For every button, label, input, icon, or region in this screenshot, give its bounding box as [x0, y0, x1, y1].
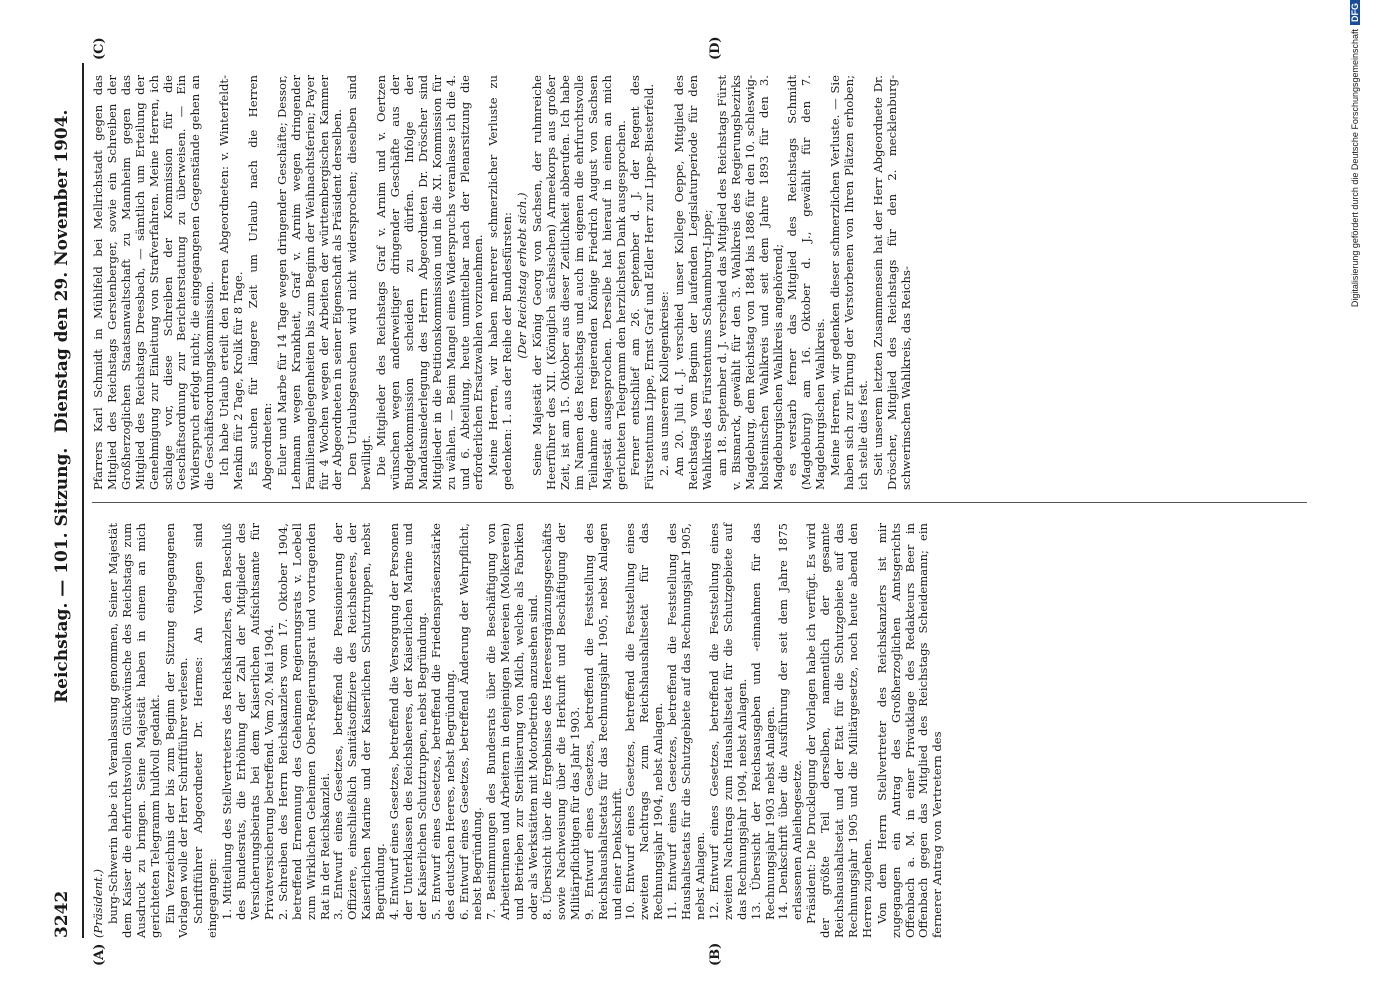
header-rule	[82, 63, 84, 938]
list-item: 9. Entwurf eines Gesetzes, betreffend die Feststellung des Reichshaushaltsetats für das Rechnungsjahr 1905, nebst Anlagen und einer Denkschrift.	[581, 523, 624, 920]
page-number: 3242	[52, 890, 72, 938]
paragraph: Am 20. Juli d. J. verschied unser Kollege Oeppe, Mitglied des Reichstags vom Beginn der laufenden Legislaturperiode für den Wahlkreis des Fürstentums Schaumburg-Lippe;	[672, 75, 714, 490]
list-item: 5. Entwurf eines Gesetzes, betreffend die Friedenspräsenzstärke des deutschen Heeres, nebst Begründung.	[428, 523, 457, 920]
list-item: 7. Bestimmungen des Bundesrats über die Beschäftigung von Arbeiterinnen und Arbeitern in denjenigen Meiereien (Molkereien) und Betrieben zur Sterilisierung von Milch, welche als Fabriken oder als Werkstätten mit Motorbetrieb anzusehen sind.	[484, 523, 541, 920]
right-column	[92, 75, 915, 490]
margin-marker-d: (D)	[708, 36, 723, 60]
speaker-label: (Präsident.)	[91, 868, 105, 938]
paragraph: es verstarb ferner das Mitglied des Reichstags Schmidt (Magdeburg) am 16. Oktober d. J., gewählt für den 7. Magdeburgischen Wahlkreis.	[785, 75, 828, 490]
list-item: 11. Entwurf eines Gesetzes, betreffend die Feststellung des Haushaltsetats für die Schutzgebiete auf das Rechnungsjahr 1905, nebst Anlagen.	[665, 523, 707, 920]
header-session: Reichstag. — 101. Sitzung.	[52, 447, 72, 703]
list-item: 8. Übersicht über die Ergebnisse des Heeresergänzungsgeschäfts sowie Nachweisung über die Herkunft und Beschäftigung der Militärpflichtigen für das Jahr 1903.	[540, 523, 582, 920]
margin-marker-c: (C)	[92, 37, 107, 60]
paragraph: Präsident: Die Drucklegung der Vorlagen habe ich verfügt. Es wird der größte Teil derselben, namentlich der gesamte Reichshaushaltsetat und der Etat für die Schutzgebiete auf das Rechnungsjahr 1905 und die Militärgesetze, noch heute abend den Herren zugehen.	[804, 523, 874, 938]
header-date: Dienstag den 29. November 1904.	[52, 109, 72, 433]
list-item: 4. Entwurf eines Gesetzes, betreffend die Versorgung der Personen der Unterklassen des Reichsheeres, der Kaiserlichen Marine und der Kaiserlichen Schutztruppen, nebst Begründung.	[387, 523, 429, 920]
column-divider	[92, 502, 1307, 503]
stage-direction: (Der Reichstag erhebt sich.)	[515, 192, 530, 359]
paragraph: Es suchen für längere Zeit um Urlaub nach die Herren Abgeordneten:	[245, 75, 274, 490]
paragraph: Meine Herren, wir gedenken dieser schmerzlichen Verluste. — Sie haben sich zur Ehrung der Verstorbenen von Ihren Plätzen erhoben; ich stelle dies fest.	[828, 75, 870, 490]
paragraph: Seit unserem letzten Zusammensein hat der Herr Abgeordnete Dr. Dröscher, Mitglied des Reichstags für den 2. mecklenburg-schwerinschen Wahlkreis, das Reichs-	[870, 75, 913, 490]
margin-marker-b: (B)	[708, 942, 723, 966]
paragraph: Ferner entschlief am 26. September d. J. der Regent des Fürstentums Lippe, Ernst Graf und Edler Herr zur Lippe-Biesterfeld.	[628, 75, 657, 490]
paragraph: Ich habe Urlaub erteilt den Herren Abgeordneten: v. Winterfeldt-Menkin für 2 Tage, Krolik für 8 Tage.	[217, 75, 246, 490]
paragraph: Schriftführer Abgeordneter Dr. Hermes: An Vorlagen sind eingegangen:	[191, 523, 220, 938]
paragraph: Euler und Marbe für 14 Tage wegen dringender Geschäfte; Dessor, Lehmann wegen Krankheit, Graf v. Arnim wegen dringender Familienangelegenheiten bis zum Beginn der Weihnachtsferien; Payer für 4 Wochen wegen der Arbeiten der württembergischen Kammer der Abgeordneten in seiner Eigenschaft als Präsident derselben.	[274, 75, 345, 490]
paragraph: Pfarrers Karl Schmidt in Mühlfeld bei Mellrichstadt gegen das Mitglied des Reichstags Gerstenberger, sowie ein Schreiben der Großherzoglichen Staatsanwaltschaft zu Mannheim gegen das Mitglied des Reichstags Dreesbach, — sämtlich um Erteilung der Genehmigung zur Einleitung von Strafverfahren. Meine Herren, ich schlage vor, diese Schreiben der Kommission für die Geschäftsordnung zur Berichterstattung zu überweisen. — Ein Widerspruch erfolgt nicht; die eingegangenen Gegenstände gehen an die Geschäftsordnungskommission.	[91, 75, 217, 490]
page-header	[52, 63, 78, 938]
list-item: 13. Übersicht der Reichsausgaben und -einnahmen für das Rechnungsjahr 1903 nebst Anlagen.	[748, 523, 777, 920]
left-column	[92, 523, 946, 938]
digitization-credit	[1350, 0, 1360, 1000]
paragraph: Von dem Herrn Stellvertreter des Reichskanzlers ist mir zugegangen ein Antrag des Großherzoglichen Amtsgerichts Offenbach a. M. in einer Privatklage des Redakteurs Beer in Offenbach gegen das Mitglied des Reichstags Scheidemann; ein fernerer Antrag von Vertretern des	[874, 523, 945, 938]
margin-marker-a: (A)	[92, 943, 107, 966]
paragraph: am 18. September d. J. verschied das Mitglied des Reichstags Fürst v. Bismarck, gewählt für den 3. Wahlkreis des Regierungsbezirks Magdeburg, dem Reichstag von 1884 bis 1886 für den 10. schleswig-holsteinischen Wahlkreis und seit dem Jahre 1893 für den 3. Magdeburgischen Wahlkreis angehörend;	[714, 75, 785, 490]
list-item: 12. Entwurf eines Gesetzes, betreffend die Feststellung eines zweiten Nachtrags zum Haushaltsetat für die Schutzgebiete auf das Rechnungsjahr 1904, nebst Anlagen.	[706, 523, 749, 920]
dfg-logo: DFG	[1350, 0, 1360, 25]
submissions-list	[221, 523, 805, 938]
credit-text: Digitalisierung gefördert durch die Deutsche Forschungsgemeinschaft	[1350, 29, 1360, 308]
list-item: 1. Mitteilung des Stellvertreters des Reichskanzlers, den Beschluß des Bundesrats, die Erhöhung der Zahl der Mitglieder des Versicherungsbeirats bei dem Kaiserlichen Aufsichtsamte für Privatversicherung betreffend. Vom 20. Mai 1904.	[220, 523, 276, 920]
paragraph: 2. aus unserem Kollegenkreise:	[657, 291, 672, 476]
paragraph: burg-Schwerin habe ich Veranlassung genommen, Seiner Majestät dem Kaiser die ehrfurchtsvollen Glückwünsche des Reichstags zum Ausdruck zu bringen. Seine Majestät haben in einem an mich gerichteten Telegramm huldvoll gedankt.	[105, 523, 162, 938]
list-item: 14. Denkschrift über die Ausführung der seit dem Jahre 1875 erlassenen Anleihegesetze.	[776, 523, 805, 920]
paragraph: Die Mitglieder des Reichstags Graf v. Arnim und v. Oertzen wünschen wegen anderweitiger dringender Geschäfte aus der Budgetkommission scheiden zu dürfen. Infolge der Mandatsniederlegung des Herrn Abgeordneten Dr. Dröscher sind Mitglieder in die Petitionskommission und in die XI. Kommission für zu wählen. — Beim Mangel eines Widerspruchs veranlasse ich die 4. und 6. Abteilung, heute unmittelbar nach der Plenarsitzung die erforderlichen Ersatzwahlen vorzunehmen.	[374, 75, 486, 490]
list-item: 6. Entwurf eines Gesetzes, betreffend Änderung der Wehrpflicht, nebst Begründung.	[456, 523, 485, 920]
paragraph: Den Urlaubsgesuchen wird nicht widersprochen; dieselben sind bewilligt.	[345, 75, 374, 490]
paragraph: Meine Herren, wir haben mehrerer schmerzlicher Verluste zu gedenken: 1. aus der Reihe der Bundesfürsten:	[486, 75, 515, 490]
list-item: 2. Schreiben des Herrn Reichskanzlers vom 17. Oktober 1904, betreffend Ernennung des Geheimen Regierungsrats v. Loebell zum Wirklichen Geheimen Ober-Regierungsrat und vortragenden Rat in der Reichskanzlei.	[275, 523, 332, 920]
list-item: 3. Entwurf eines Gesetzes, betreffend die Pensionierung der Offiziere, einschließlich Sanitätsoffiziere des Reichsheeres, der Kaiserlichen Marine und der Kaiserlichen Schutztruppen, nebst Begründung.	[331, 523, 388, 920]
paragraph: Ein Verzeichnis der bis zum Beginn der Sitzung eingegangenen Vorlagen wolle der Herr Schriftführer verlesen.	[162, 523, 191, 938]
paragraph: Seine Majestät der König Georg von Sachsen, der ruhmreiche Heerführer des XII. (Königlich sächsischen) Armeekorps aus großer Zeit, ist am 15. Oktober aus dieser Zeitlichkeit abberufen. Ich habe im Namen des Reichstags und auch im eigenen die ehrfurchtsvolle Teilnahme dem regierenden Könige Friedrich August von Sachsen Majestät ausgesprochen. Derselbe hat hierauf in einem an mich gerichteten Telegramm den herzlichsten Dank ausgesprochen.	[530, 75, 628, 490]
list-item: 10. Entwurf eines Gesetzes, betreffend die Feststellung eines zweiten Nachtrags zum Reichshaushaltsetat für das Rechnungsjahr 1904, nebst Anlagen.	[623, 523, 666, 920]
